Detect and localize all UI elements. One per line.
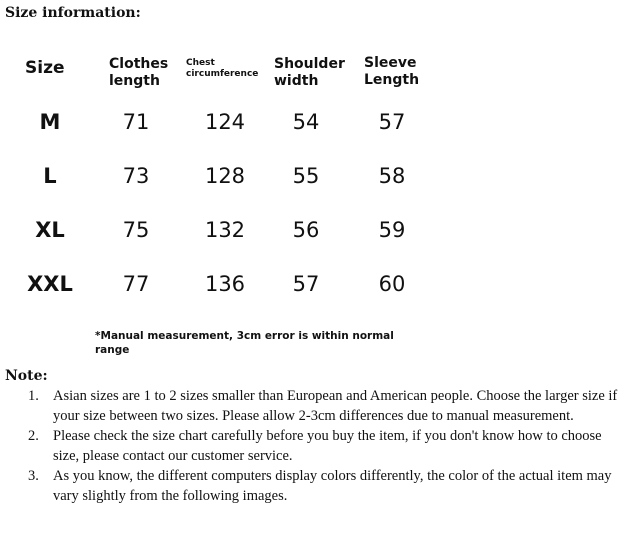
note-text: Please check the size chart carefully before you buy the item, if you don't know how to choose size, please contact our customer service.	[53, 428, 602, 464]
table-row	[0, 269, 632, 299]
header-size: Size	[25, 58, 65, 78]
header-clothes-length: Clothes length	[109, 56, 169, 89]
notes-title: Note:	[5, 368, 48, 384]
list-item	[18, 426, 628, 466]
cell-sleeve: 60	[378, 272, 406, 296]
note-number: 1.	[28, 388, 39, 404]
header-chest-circumference: Chest circumference	[186, 58, 259, 79]
header-sleeve-length: Sleeve Length	[364, 55, 420, 88]
cell-sleeve: 59	[378, 218, 406, 242]
note-number: 3.	[28, 468, 39, 484]
cell-size: XL	[35, 218, 65, 242]
cell-shoulder: 57	[292, 272, 320, 296]
cell-shoulder: 56	[292, 218, 320, 242]
cell-size: M	[39, 110, 61, 134]
notes-list	[18, 386, 628, 506]
list-item	[18, 386, 628, 426]
cell-clothes-length: 71	[122, 110, 150, 134]
cell-shoulder: 55	[292, 164, 320, 188]
size-chart-table	[0, 40, 632, 320]
table-row	[0, 215, 632, 245]
list-item	[18, 466, 628, 506]
cell-clothes-length: 75	[122, 218, 150, 242]
cell-sleeve: 58	[378, 164, 406, 188]
page-heading: Size information:	[5, 5, 141, 21]
cell-clothes-length: 73	[122, 164, 150, 188]
cell-shoulder: 54	[292, 110, 320, 134]
cell-chest: 136	[204, 272, 246, 296]
note-number: 2.	[28, 428, 39, 444]
table-row	[0, 107, 632, 137]
cell-chest: 132	[204, 218, 246, 242]
cell-sleeve: 57	[378, 110, 406, 134]
header-shoulder-width: Shoulder width	[274, 56, 345, 89]
cell-size: XXL	[27, 272, 73, 296]
cell-clothes-length: 77	[122, 272, 150, 296]
note-text: As you know, the different computers display colors differently, the color of the actual item may vary slightly from the following images.	[53, 468, 612, 504]
note-text: Asian sizes are 1 to 2 sizes smaller than European and American people. Choose the larger size if your size between two sizes. Please allow 2-3cm differences due to manual measurement.	[53, 388, 618, 424]
table-row	[0, 161, 632, 191]
cell-chest: 128	[204, 164, 246, 188]
cell-size: L	[43, 164, 57, 188]
measurement-error-note: *Manual measurement, 3cm error is within normal range	[95, 330, 394, 356]
cell-chest: 124	[204, 110, 246, 134]
